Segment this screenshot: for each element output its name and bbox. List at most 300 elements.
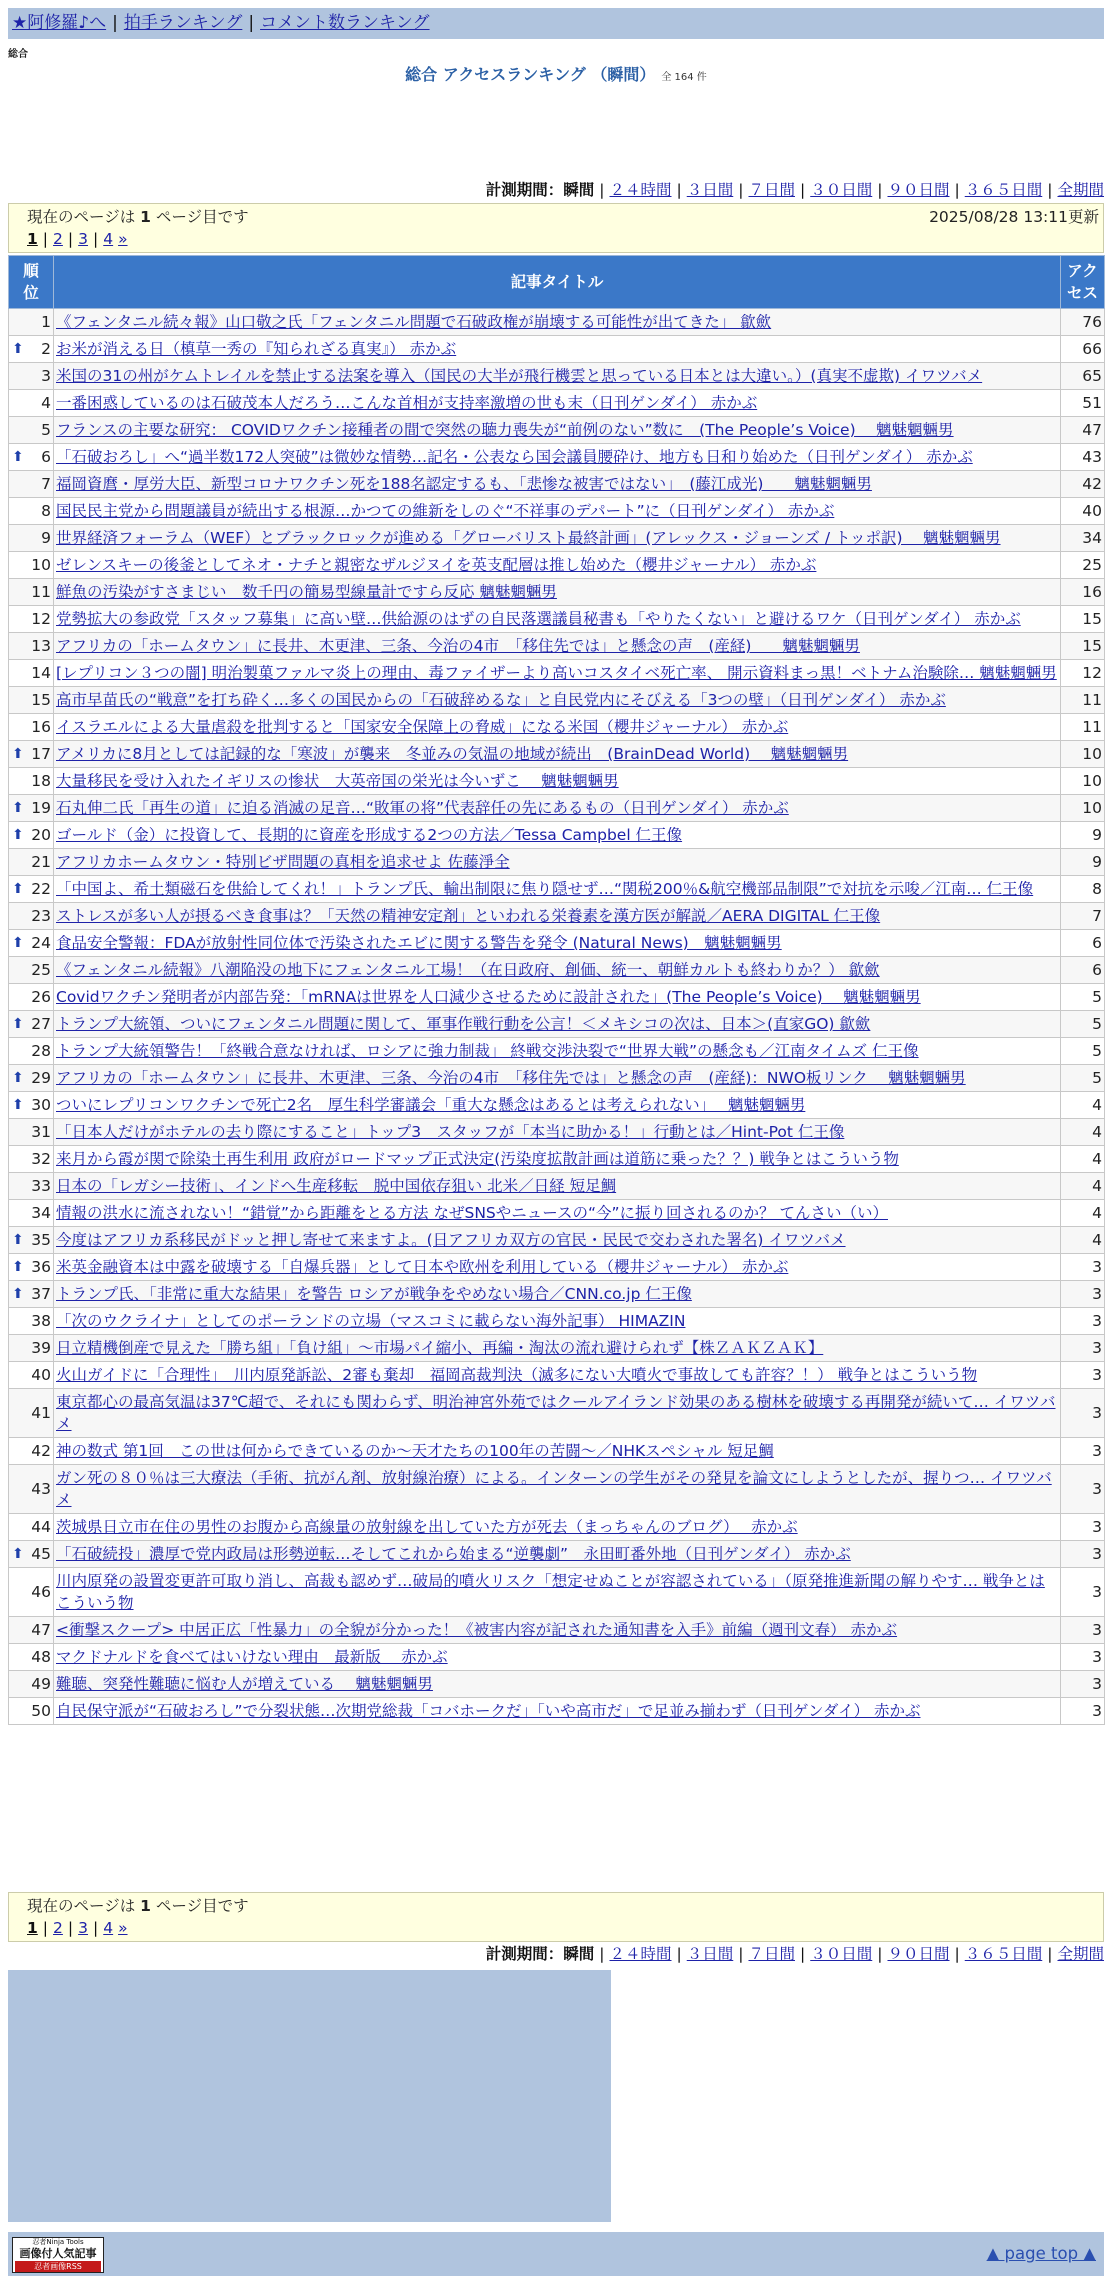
title-cell — [54, 1617, 1061, 1644]
title-cell — [54, 1389, 1061, 1438]
access-count-cell: 3 — [1061, 1568, 1105, 1617]
rank-cell — [9, 525, 54, 552]
access-count-cell: 15 — [1061, 633, 1105, 660]
rank-up-arrow-icon: ⬆ — [12, 449, 24, 465]
article-title-link[interactable]: トランプ大統領警告！「終戦合意なければ、ロシアに強力制裁」 終戦交渉決裂で“世界大戦”の懸念も／江南タイムズ 仁王像 — [56, 1042, 919, 1060]
access-count-cell: 3 — [1061, 1362, 1105, 1389]
article-title-link[interactable]: Covidワクチン発明者が内部告発：「mRNAは世界を人口減少させるために設計された」(The People’s Voice) 魑魅魍魎男 — [56, 988, 921, 1006]
title-cell — [54, 1698, 1061, 1725]
pager-separator: | — [93, 1919, 99, 1937]
ranking-table-body — [9, 309, 1105, 1725]
title-cell — [54, 1119, 1061, 1146]
ranking-row — [9, 1644, 1105, 1671]
rank-cell — [9, 903, 54, 930]
pager-page-link[interactable]: 2 — [53, 1919, 63, 1937]
article-title-link[interactable]: 党勢拡大の参政党「スタッフ募集」に高い壁…供給源のはずの自民落選議員秘書も「やりたくない」と避けるワケ（日刊ゲンダイ） 赤かぶ — [56, 610, 1021, 628]
article-title-link[interactable]: 《フェンタニル続報》八潮陥没の地下にフェンタニル工場！（在日政府、創価、統一、朝鮮カルトも終わりか？） 歙歛 — [56, 961, 880, 979]
access-count-cell: 15 — [1061, 606, 1105, 633]
period-option-link[interactable]: ９０日間 — [887, 1945, 950, 1963]
rank-cell — [9, 1011, 54, 1038]
title-cell — [54, 1254, 1061, 1281]
rank-number: 44 — [31, 1518, 51, 1536]
nav-separator: | — [248, 13, 255, 33]
rank-cell — [9, 417, 54, 444]
article-title-link[interactable]: トランプ大統領、ついにフェンタニル問題に関して、軍事作戦行動を公言！＜メキシコの次は、日本＞(直家GO) 歙歛 — [56, 1015, 871, 1033]
ranking-row — [9, 1438, 1105, 1465]
rank-number: 30 — [31, 1096, 51, 1114]
ranking-row — [9, 1092, 1105, 1119]
ranking-row — [9, 876, 1105, 903]
ranking-row — [9, 1200, 1105, 1227]
ranking-row — [9, 1227, 1105, 1254]
page-info-top — [8, 203, 1104, 253]
title-cell — [54, 984, 1061, 1011]
page-top-link[interactable]: ▲ page top ▲ — [986, 2244, 1096, 2263]
title-cell — [54, 1568, 1061, 1617]
rank-cell — [9, 1514, 54, 1541]
title-cell — [54, 417, 1061, 444]
ranking-row — [9, 390, 1105, 417]
pager-next-link[interactable]: » — [118, 230, 128, 248]
rank-up-arrow-icon: ⬆ — [12, 935, 24, 951]
title-cell — [54, 849, 1061, 876]
article-title-link[interactable]: 米国の31の州がケムトレイルを禁止する法案を導入（国民の大半が飛行機雲と思っている日本とは大違い。）(真実不虚欺) イワツバメ — [56, 367, 983, 385]
rank-cell — [9, 1092, 54, 1119]
article-title-link[interactable]: ストレスが多い人が摂るべき食事は？「天然の精神安定剤」といわれる栄養素を漢方医が解説／AERA DIGITAL 仁王像 — [56, 907, 881, 925]
rank-cell — [9, 822, 54, 849]
pagination — [27, 1917, 1093, 1939]
article-title-link[interactable]: 石丸伸二氏「再生の道」に迫る消滅の足音…“敗軍の将”代表辞任の先にあるもの（日刊ゲンダイ） 赤かぶ — [56, 799, 789, 817]
title-cell — [54, 687, 1061, 714]
rank-number: 48 — [31, 1648, 51, 1666]
title-cell — [54, 336, 1061, 363]
rank-cell — [9, 660, 54, 687]
access-count-cell: 3 — [1061, 1698, 1105, 1725]
article-title-link[interactable]: <衝撃スクープ> 中居正広「性暴力」の全貌が分かった！《被害内容が記された通知書を入手》前編（週刊文春） 赤かぶ — [56, 1621, 898, 1639]
title-cell — [54, 1065, 1061, 1092]
rank-number: 45 — [31, 1545, 51, 1563]
period-separator: | — [954, 181, 960, 199]
article-title-link[interactable]: 自民保守派が“石破おろし”で分裂状態…次期党総裁「コバホークだ」「いや高市だ」で足並み揃わず（日刊ゲンダイ） 赤かぶ — [56, 1702, 921, 1720]
article-title-link[interactable]: 「次のウクライナ」としてのポーランドの立場（マスコミに載らない海外記事） HIMAZIN — [56, 1312, 686, 1330]
applause-ranking-link[interactable]: 拍手ランキング — [123, 13, 243, 33]
rank-up-arrow-icon: ⬆ — [12, 1016, 24, 1032]
title-cell — [54, 714, 1061, 741]
pager-separator: | — [42, 230, 49, 248]
ranking-row — [9, 633, 1105, 660]
rank-cell — [9, 1541, 54, 1568]
ranking-row — [9, 444, 1105, 471]
rank-number: 25 — [31, 961, 51, 979]
comment-ranking-link[interactable]: コメント数ランキング — [260, 13, 430, 33]
rank-cell — [9, 849, 54, 876]
article-title-link[interactable]: 茨城県日立市在住の男性のお腹から高線量の放射線を出していた方が死去（まっちゃんのブログ） 赤かぶ — [56, 1518, 798, 1536]
rank-cell — [9, 1644, 54, 1671]
page-prefix: 現在のページは — [27, 1897, 136, 1915]
access-count-cell: 9 — [1061, 822, 1105, 849]
article-title-link[interactable]: 「日本人だけがホテルの去り際にすること」トップ3 スタッフが「本当に助かる！」行動とは／Hint-Pot 仁王像 — [56, 1123, 845, 1141]
article-title-link[interactable]: 情報の洪水に流されない！“錯覚”から距離をとる方法 なぜSNSやニュースの“今”に振り回されるのか？ てんさい（い） — [56, 1204, 888, 1222]
period-label: 計測期間： — [485, 181, 564, 199]
pager-separator: | — [93, 230, 99, 248]
ranking-row — [9, 525, 1105, 552]
article-title-link[interactable]: ガン死の８０％は三大療法（手術、抗がん剤、放射線治療）による。インターンの学生がその発見を論文にしようとしたが、握りつ… イワツバメ — [56, 1469, 1052, 1509]
access-count-cell: 7 — [1061, 903, 1105, 930]
access-count-cell: 65 — [1061, 363, 1105, 390]
period-separator: | — [877, 1945, 883, 1963]
title-cell — [54, 309, 1061, 336]
ranking-row — [9, 471, 1105, 498]
access-count-cell: 5 — [1061, 984, 1105, 1011]
rank-number: 35 — [31, 1231, 51, 1249]
rank-cell — [9, 714, 54, 741]
article-title-link[interactable]: 食品安全警報：FDAが放射性同位体で汚染されたエビに関する警告を発令 (Natural News) 魑魅魍魎男 — [56, 934, 782, 952]
rank-number: 5 — [41, 421, 51, 439]
access-count-cell: 10 — [1061, 768, 1105, 795]
rank-number: 14 — [31, 664, 51, 682]
title-header: 記事タイトル — [54, 256, 1061, 309]
access-count-cell: 47 — [1061, 417, 1105, 444]
period-option-link[interactable]: ３０日間 — [810, 181, 873, 199]
rank-number: 13 — [31, 637, 51, 655]
current-page-text — [27, 1895, 1093, 1917]
article-title-link[interactable]: 川内原発の設置変更許可取り消し、高裁も認めず…破局的噴火リスク「想定せぬことが容認されている」（原発推進新聞の解りやす… 戦争とはこういう物 — [56, 1572, 1045, 1612]
rank-header: 順位 — [9, 256, 54, 309]
title-cell — [54, 471, 1061, 498]
rank-cell — [9, 444, 54, 471]
period-option-link[interactable]: 全期間 — [1057, 1945, 1104, 1963]
article-title-link[interactable]: マクドナルドを食べてはいけない理由 最新版 赤かぶ — [56, 1648, 448, 1666]
access-count-cell: 5 — [1061, 1065, 1105, 1092]
period-option-link[interactable]: ３日間 — [686, 1945, 734, 1963]
rank-number: 50 — [31, 1702, 51, 1720]
ranking-row — [9, 1568, 1105, 1617]
title-cell — [54, 1011, 1061, 1038]
article-title-link[interactable]: 米英金融資本は中露を破壊する「自爆兵器」として日本や欧州を利用している（櫻井ジャーナル） 赤かぶ — [56, 1258, 789, 1276]
access-count-cell: 3 — [1061, 1389, 1105, 1438]
ranking-row — [9, 1698, 1105, 1725]
article-title-link[interactable]: アフリカの「ホームタウン」に長井、木更津、三条、今治の4市 「移住先では」と懸念の声 (産経)：NWO板リンク 魑魅魍魎男 — [56, 1069, 966, 1087]
title-cell — [54, 957, 1061, 984]
pager-current-page: 1 — [27, 230, 38, 248]
rank-number: 18 — [31, 772, 51, 790]
access-count-cell: 12 — [1061, 660, 1105, 687]
ranking-row — [9, 363, 1105, 390]
article-title-link[interactable]: 福岡資麿・厚労大臣、新型コロナワクチン死を188名認定するも、「悲惨な被害ではない」 (藤江成光) 魑魅魍魎男 — [56, 475, 872, 493]
rank-number: 37 — [31, 1285, 51, 1303]
article-title-link[interactable]: 火山ガイドに「合理性」 川内原発訴訟、2審も棄却 福岡高裁判決（滅多にない大噴火で事故しても許容？！） 戦争とはこういう物 — [56, 1366, 978, 1384]
article-title-link[interactable]: 鮮魚の汚染がすさまじい 数千円の簡易型線量計ですら反応 魑魅魍魎男 — [56, 583, 557, 601]
ranking-row — [9, 336, 1105, 363]
pager-page-link[interactable]: 2 — [53, 230, 63, 248]
rank-number: 19 — [31, 799, 51, 817]
title-cell — [54, 1438, 1061, 1465]
ranking-row — [9, 822, 1105, 849]
rank-up-arrow-icon: ⬆ — [12, 746, 24, 762]
rank-cell — [9, 1227, 54, 1254]
rank-number: 1 — [41, 313, 51, 331]
ranking-row — [9, 1146, 1105, 1173]
title-cell — [54, 1541, 1061, 1568]
access-count-cell: 3 — [1061, 1644, 1105, 1671]
rank-number: 39 — [31, 1339, 51, 1357]
ninja-rss-logo[interactable] — [12, 2237, 104, 2273]
title-cell — [54, 768, 1061, 795]
article-title-link[interactable]: イスラエルによる大量虐殺を批判すると「国家安全保障上の脅威」になる米国（櫻井ジャーナル） 赤かぶ — [56, 718, 789, 736]
title-cell — [54, 1514, 1061, 1541]
ranking-row — [9, 957, 1105, 984]
article-title-link[interactable]: 日立精機倒産で見えた「勝ち組」「負け組」〜市場パイ縮小、再編・淘汰の流れ避けられず【株ＺＡＫＺＡＫ】 — [56, 1339, 824, 1357]
article-title-link[interactable]: 大量移民を受け入れたイギリスの惨状 大英帝国の栄光は今いずこ 魑魅魍魎男 — [56, 772, 619, 790]
rank-cell — [9, 1308, 54, 1335]
pager-next-link[interactable]: » — [118, 1919, 128, 1937]
period-option-link[interactable]: 全期間 — [1057, 181, 1104, 199]
genre-label: 総合 — [8, 49, 28, 60]
ranking-row — [9, 1335, 1105, 1362]
access-count-cell: 40 — [1061, 498, 1105, 525]
rank-cell — [9, 1065, 54, 1092]
pager-current-page: 1 — [27, 1919, 38, 1937]
ranking-row — [9, 1671, 1105, 1698]
ranking-row — [9, 1281, 1105, 1308]
article-title-link[interactable]: 「中国よ、希土類磁石を供給してくれ！」トランプ氏、輸出制限に焦り隠せず…“関税200％&航空機部品制限”で対抗を示唆／江南… 仁王像 — [56, 880, 1034, 898]
ranking-row — [9, 579, 1105, 606]
logo-line3: 忍者画像RSS — [15, 2261, 101, 2272]
title-cell — [54, 552, 1061, 579]
article-title-link[interactable]: アフリカホームタウン・特別ビザ問題の真相を追求せよ 佐藤淨全 — [56, 853, 510, 871]
rank-number: 42 — [31, 1442, 51, 1460]
period-separator: | — [954, 1945, 960, 1963]
rank-number: 17 — [31, 745, 51, 763]
ranking-row — [9, 1617, 1105, 1644]
article-title-link[interactable]: 東京都心の最高気温は37℃超で、それにも関わらず、明治神宮外苑ではクールアイランド効果のある樹林を破壊する再開発が続いて… イワツバメ — [56, 1393, 1056, 1433]
title-cell — [54, 876, 1061, 903]
rank-number: 15 — [31, 691, 51, 709]
title-cell — [54, 444, 1061, 471]
rank-cell — [9, 1119, 54, 1146]
access-count-cell: 3 — [1061, 1671, 1105, 1698]
rank-number: 26 — [31, 988, 51, 1006]
article-title-link[interactable]: フランスの主要な研究： COVIDワクチン接種者の間で突然の聴力喪失が“前例のない”数に (The People’s Voice) 魑魅魍魎男 — [56, 421, 954, 439]
page-suffix: ページ目です — [155, 1897, 249, 1915]
access-count-cell: 8 — [1061, 876, 1105, 903]
title-cell — [54, 903, 1061, 930]
article-title-link[interactable]: 国民民主党から問題議員が続出する根源…かつての維新をしのぐ“不祥事のデパート”に（日刊ゲンダイ） 赤かぶ — [56, 502, 835, 520]
ranking-row — [9, 1119, 1105, 1146]
rank-number: 20 — [31, 826, 51, 844]
period-selected: 瞬間 — [563, 1945, 595, 1963]
rank-cell — [9, 741, 54, 768]
rank-up-arrow-icon: ⬆ — [12, 1286, 24, 1302]
table-header-row — [9, 256, 1105, 309]
article-title-link[interactable]: ついにレプリコンワクチンで死亡2名 厚生科学審議会「重大な懸念はあるとは考えられない」 魑魅魍魎男 — [56, 1096, 806, 1114]
article-title-link[interactable]: 難聴、突発性難聴に悩む人が増えている 魑魅魍魎男 — [56, 1675, 433, 1693]
rank-number: 43 — [31, 1480, 51, 1498]
rank-number: 8 — [41, 502, 51, 520]
article-title-link[interactable]: 来月から霞が関で除染土再生利用 政府がロードマップ正式決定(汚染度拡散計画は道筋に乗った？？) 戦争とはこういう物 — [56, 1150, 899, 1168]
ranking-row — [9, 1541, 1105, 1568]
article-title-link[interactable]: 「石破おろし」へ“過半数172人突破”は微妙な情勢…記名・公表なら国会議員腰砕け、地方も日和り始めた（日刊ゲンダイ） 赤かぶ — [56, 448, 973, 466]
article-title-link[interactable]: お米が消える日（槙草一秀の『知られざる真実』） 赤かぶ — [56, 340, 457, 358]
pager-separator: | — [67, 1919, 74, 1937]
access-count-cell: 10 — [1061, 795, 1105, 822]
rank-cell — [9, 552, 54, 579]
access-count-cell: 3 — [1061, 1308, 1105, 1335]
rank-cell — [9, 1362, 54, 1389]
rank-cell — [9, 1568, 54, 1617]
pager-separator: | — [42, 1919, 49, 1937]
title-cell — [54, 1465, 1061, 1514]
period-separator: | — [800, 181, 806, 199]
updated-timestamp: 2025/08/28 13:11更新 — [929, 208, 1099, 226]
period-option-link[interactable]: ７日間 — [748, 181, 795, 199]
rank-cell — [9, 984, 54, 1011]
article-title-link[interactable]: 今度はアフリカ系移民がドッと押し寄せて来ますよ。(日アフリカ双方の官民・民民で交わされた署名) イワツバメ — [56, 1231, 846, 1249]
pager-page-link[interactable]: 3 — [78, 230, 89, 248]
rank-cell — [9, 633, 54, 660]
ranking-row — [9, 1173, 1105, 1200]
period-option-link[interactable]: ２４時間 — [609, 181, 672, 199]
ranking-row — [9, 1254, 1105, 1281]
pager-page-link[interactable]: 3 — [78, 1919, 89, 1937]
title-cell — [54, 1335, 1061, 1362]
access-count-cell: 3 — [1061, 1541, 1105, 1568]
title-cell — [54, 1092, 1061, 1119]
rank-number: 4 — [41, 394, 51, 412]
period-separator: | — [1047, 181, 1053, 199]
article-title-link[interactable]: 神の数式 第1回 この世は何からできているのか〜天才たちの100年の苦闘〜／NHKスペシャル 短足鯛 — [56, 1442, 774, 1460]
period-separator: | — [599, 1945, 605, 1963]
access-count-cell: 6 — [1061, 930, 1105, 957]
period-selector-top — [486, 180, 1104, 200]
period-separator: | — [800, 1945, 806, 1963]
period-option-link[interactable]: ３０日間 — [810, 1945, 873, 1963]
rank-number: 3 — [41, 367, 51, 385]
rank-number: 24 — [31, 934, 51, 952]
access-count-cell: 43 — [1061, 444, 1105, 471]
rank-cell — [9, 1671, 54, 1698]
current-page-number: 1 — [140, 208, 151, 226]
ranking-row — [9, 309, 1105, 336]
rank-cell — [9, 1617, 54, 1644]
rank-number: 46 — [31, 1583, 51, 1601]
access-count-cell: 66 — [1061, 336, 1105, 363]
ranking-row — [9, 849, 1105, 876]
title-cell — [54, 363, 1061, 390]
access-count-cell: 4 — [1061, 1200, 1105, 1227]
rank-cell — [9, 1389, 54, 1438]
access-count-cell: 42 — [1061, 471, 1105, 498]
ranking-row — [9, 1514, 1105, 1541]
title-cell — [54, 579, 1061, 606]
article-title-link[interactable]: 一番困惑しているのは石破茂本人だろう…こんな首相が支持率激増の世も末（日刊ゲンダイ） 赤かぶ — [56, 394, 758, 412]
ranking-row — [9, 714, 1105, 741]
article-title-link[interactable]: ゼレンスキーの後釜としてネオ・ナチと親密なザルジヌイを英支配層は推し始めた（櫻井ジャーナル） 赤かぶ — [56, 556, 817, 574]
access-count-cell: 4 — [1061, 1146, 1105, 1173]
rank-cell — [9, 579, 54, 606]
rank-up-arrow-icon: ⬆ — [12, 1070, 24, 1086]
article-title-link[interactable]: アフリカの「ホームタウン」に長井、木更津、三条、今治の4市 「移住先では」と懸念の声 (産経) 魑魅魍魎男 — [56, 637, 860, 655]
rank-cell — [9, 363, 54, 390]
period-selected: 瞬間 — [563, 181, 595, 199]
rank-number: 2 — [41, 340, 51, 358]
ranking-table — [8, 255, 1105, 1725]
logo-line1: 忍者Ninja Tools — [32, 2238, 84, 2246]
rank-cell — [9, 876, 54, 903]
rank-up-arrow-icon: ⬆ — [12, 1097, 24, 1113]
access-count-cell: 5 — [1061, 1011, 1105, 1038]
pager-page-link[interactable]: 4 — [103, 230, 114, 248]
home-link[interactable]: ★阿修羅♪へ — [12, 13, 107, 33]
article-title-link[interactable]: ゴールド（金）に投資して、長期的に資産を形成する2つの方法／Tessa Campbel 仁王像 — [56, 826, 683, 844]
rank-cell — [9, 1173, 54, 1200]
rank-cell — [9, 606, 54, 633]
rank-number: 34 — [31, 1204, 51, 1222]
rank-number: 31 — [31, 1123, 51, 1141]
rank-number: 9 — [41, 529, 51, 547]
access-count-cell: 76 — [1061, 309, 1105, 336]
rank-up-arrow-icon: ⬆ — [12, 1259, 24, 1275]
period-option-link[interactable]: ３日間 — [686, 181, 734, 199]
article-title-link[interactable]: 世界経済フォーラム（WEF）とブラックロックが進める「グローバリスト最終計画」(アレックス・ジョーンズ / トッポ訳) 魑魅魍魎男 — [56, 529, 1001, 547]
ranking-row — [9, 930, 1105, 957]
article-title-link[interactable]: [レプリコン３つの闇] 明治製菓ファルマ炎上の理由、毒ファイザーより高いコスタイベ死亡率、 開示資料まっ黒！ベトナム治験除… 魑魅魍魎男 — [56, 664, 1057, 682]
period-separator: | — [738, 1945, 744, 1963]
period-option-link[interactable]: ７日間 — [748, 1945, 795, 1963]
page-title — [0, 62, 1112, 85]
article-title-link[interactable]: 《フェンタニル続々報》山口敬之氏「フェンタニル問題で石破政権が崩壊する可能性が出てきた」 歙歛 — [56, 313, 772, 331]
title-cell — [54, 795, 1061, 822]
title-cell — [54, 525, 1061, 552]
rank-number: 12 — [31, 610, 51, 628]
rank-up-arrow-icon: ⬆ — [12, 341, 24, 357]
access-count-cell: 11 — [1061, 714, 1105, 741]
period-option-link[interactable]: ２４時間 — [609, 1945, 672, 1963]
period-option-link[interactable]: ３６５日間 — [964, 1945, 1043, 1963]
access-count-cell: 4 — [1061, 1173, 1105, 1200]
rank-cell — [9, 309, 54, 336]
rank-up-arrow-icon: ⬆ — [12, 827, 24, 843]
nav-separator: | — [112, 13, 118, 33]
access-count-cell: 25 — [1061, 552, 1105, 579]
period-separator: | — [676, 1945, 682, 1963]
access-count-cell: 11 — [1061, 687, 1105, 714]
article-title-link[interactable]: 高市早苗氏の“戦意”を打ち砕く…多くの国民からの「石破辞めるな」と自民党内にそびえる「3つの壁」（日刊ゲンダイ） 赤かぶ — [56, 691, 946, 709]
title-cell — [54, 390, 1061, 417]
access-header: アクセス — [1061, 256, 1105, 309]
access-count-cell: 5 — [1061, 1038, 1105, 1065]
pagination — [27, 228, 1093, 250]
access-count-cell: 3 — [1061, 1438, 1105, 1465]
period-option-link[interactable]: ９０日間 — [887, 181, 950, 199]
article-title-link[interactable]: 「石破続投」濃厚で党内政局は形勢逆転…そしてこれから始まる“逆襲劇” 永田町番外地（日刊ゲンダイ） 赤かぶ — [56, 1545, 851, 1563]
rank-up-arrow-icon: ⬆ — [12, 881, 24, 897]
article-title-link[interactable]: アメリカに8月としては記録的な「寒波」が襲来 冬並みの気温の地域が続出 (BrainDead World) 魑魅魍魎男 — [56, 745, 849, 763]
access-count-cell: 10 — [1061, 741, 1105, 768]
rank-cell — [9, 1281, 54, 1308]
article-title-link[interactable]: トランプ氏、「非常に重大な結果」を警告 ロシアが戦争をやめない場合／CNN.co.jp 仁王像 — [56, 1285, 692, 1303]
rank-cell — [9, 336, 54, 363]
article-title-link[interactable]: 日本の「レガシー技術」、インドへ生産移転 脱中国依存狙い 北米／日経 短足鯛 — [56, 1177, 617, 1195]
pager-page-link[interactable]: 4 — [103, 1919, 114, 1937]
title-cell — [54, 822, 1061, 849]
period-option-link[interactable]: ３６５日間 — [964, 181, 1043, 199]
rank-number: 29 — [31, 1069, 51, 1087]
rank-number: 6 — [41, 448, 51, 466]
rank-cell — [9, 498, 54, 525]
title-cell — [54, 633, 1061, 660]
ranking-row — [9, 768, 1105, 795]
